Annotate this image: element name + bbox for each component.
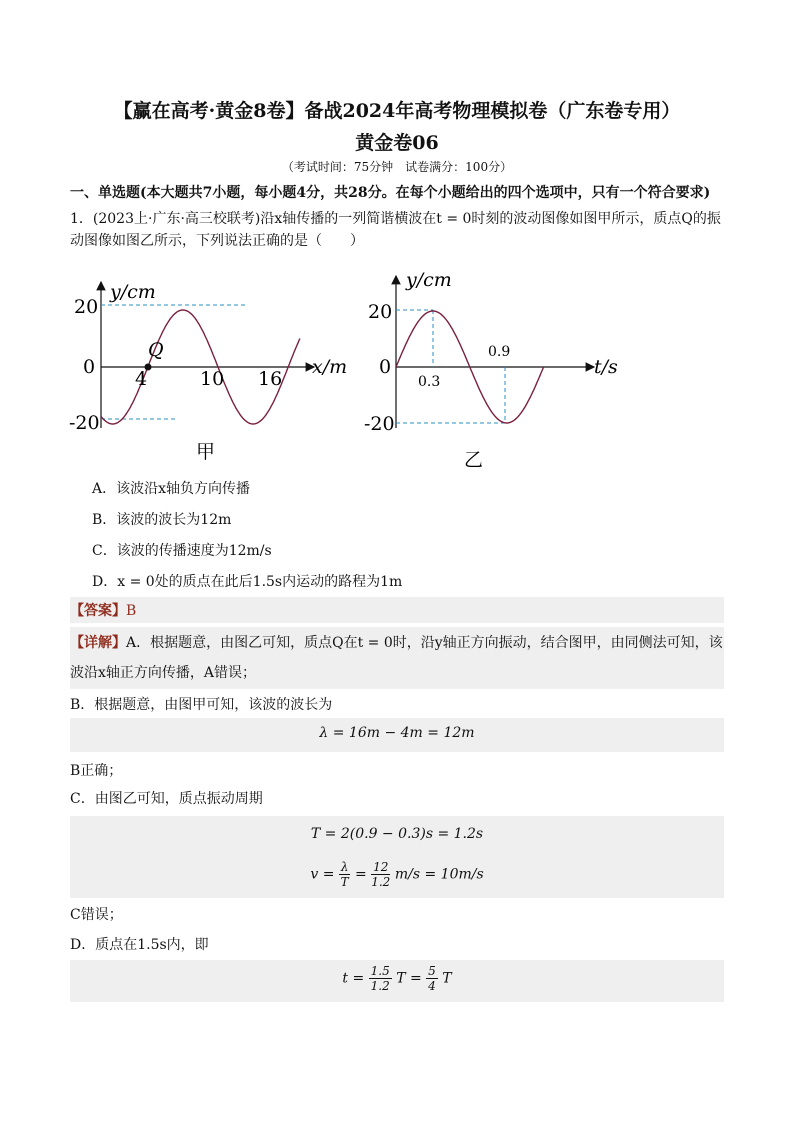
eq-lambda: λ = 16m − 4m = 12m bbox=[319, 725, 475, 741]
figure-caption-yi: 乙 bbox=[464, 449, 484, 468]
detail-label: 【详解】 bbox=[70, 635, 126, 651]
detail-d-line1: D．质点在1.5s内，即 bbox=[70, 937, 209, 953]
tick-10: 10 bbox=[200, 368, 225, 390]
eq-v-right: m/s = 10m/s bbox=[394, 866, 484, 883]
tick-0-9: 0.9 bbox=[488, 344, 511, 360]
detail-a-line2: 波沿x轴正方向传播，A错误； bbox=[70, 665, 257, 681]
tick-minus-20: -20 bbox=[364, 413, 395, 435]
figure-wave-graph bbox=[66, 268, 356, 468]
tick-20: 20 bbox=[368, 301, 393, 323]
eq-t-right: T bbox=[442, 970, 452, 987]
detail-b-line1: B．根据题意，由图甲可知，该波的波长为 bbox=[70, 697, 333, 713]
tick-0: 0 bbox=[83, 356, 96, 378]
section-heading: 一、单选题(本大题共7小题，每小题4分，共28分。在每个小题给出的四个选项中，只有一个符合要求) bbox=[70, 185, 711, 201]
y-axis-label: y/cm bbox=[406, 269, 452, 291]
detail-c-line1: C．由图乙可知，质点振动周期 bbox=[70, 791, 263, 807]
frac-den: 1.2 bbox=[370, 979, 390, 993]
frac-1-5-1-2 bbox=[369, 964, 392, 993]
eq-v-left: v = bbox=[310, 866, 335, 883]
question-stem bbox=[70, 208, 726, 252]
eq-t-left: t = bbox=[342, 970, 365, 987]
figure-caption-jia: 甲 bbox=[196, 441, 216, 463]
frac-num: 5 bbox=[428, 964, 436, 978]
tick-20: 20 bbox=[74, 296, 99, 318]
frac-lambda-T bbox=[339, 860, 351, 889]
option-c: C．该波的传播速度为12m/s bbox=[92, 543, 272, 559]
answer-label: 【答案】 bbox=[70, 603, 126, 619]
answer-value: B bbox=[126, 603, 137, 619]
detail-a-line1: A．根据题意，由图乙可知，质点Q在t = 0时，沿y轴正方向振动，结合图甲，由同侧法可知，该 bbox=[126, 635, 723, 651]
eq-v bbox=[70, 860, 724, 889]
frac-12-1-2 bbox=[371, 860, 390, 889]
frac-den: T bbox=[340, 875, 349, 889]
y-axis-label: y/cm bbox=[110, 281, 156, 303]
tick-4: 4 bbox=[135, 368, 148, 390]
eq-t-mid: T = bbox=[396, 970, 422, 987]
tick-0-3: 0.3 bbox=[418, 374, 441, 390]
paper-subtitle: 黄金卷06 bbox=[355, 132, 439, 154]
eq-t bbox=[70, 964, 724, 993]
option-a: A．该波沿x轴负方向传播 bbox=[92, 481, 251, 497]
tick-minus-20: -20 bbox=[69, 412, 100, 434]
option-b: B．该波的波长为12m bbox=[92, 512, 232, 528]
frac-den: 4 bbox=[428, 979, 436, 993]
detail-c-line2: C错误； bbox=[70, 907, 123, 923]
frac-num: 12 bbox=[373, 860, 389, 874]
frac-5-4 bbox=[426, 964, 438, 993]
tick-0: 0 bbox=[379, 356, 392, 378]
point-q-label: Q bbox=[148, 339, 164, 361]
figure-vibration-graph bbox=[362, 268, 632, 468]
question-stem-line2: 动图像如图乙所示，下列说法正确的是（ ） bbox=[70, 233, 364, 249]
option-d: D．x = 0处的质点在此后1.5s内运动的路程为1m bbox=[92, 574, 403, 590]
answer-bg bbox=[70, 597, 724, 623]
tick-16: 16 bbox=[258, 368, 283, 390]
paper-title: 【赢在高考·黄金8卷】备战2024年高考物理模拟卷（广东卷专用） bbox=[113, 100, 681, 122]
frac-num: λ bbox=[340, 860, 349, 874]
answer-line bbox=[70, 600, 136, 622]
t-axis-label: t/s bbox=[594, 356, 618, 378]
eq-T: T = 2(0.9 − 0.3)s = 1.2s bbox=[310, 826, 484, 842]
exam-info: （考试时间：75分钟 试卷满分：100分） bbox=[281, 160, 513, 174]
frac-den: 1.2 bbox=[371, 875, 391, 889]
question-stem-line1: 1．(2023上·广东·高三校联考)沿x轴传播的一列简谐横波在t = 0时刻的波动图像如图甲所示，质点Q的振 bbox=[70, 211, 721, 227]
x-axis-label: x/m bbox=[312, 356, 348, 378]
detail-a bbox=[70, 632, 726, 684]
detail-b-line2: B正确； bbox=[70, 763, 123, 779]
frac-num: 1.5 bbox=[370, 964, 390, 978]
eq-v-mid: = bbox=[354, 866, 367, 883]
